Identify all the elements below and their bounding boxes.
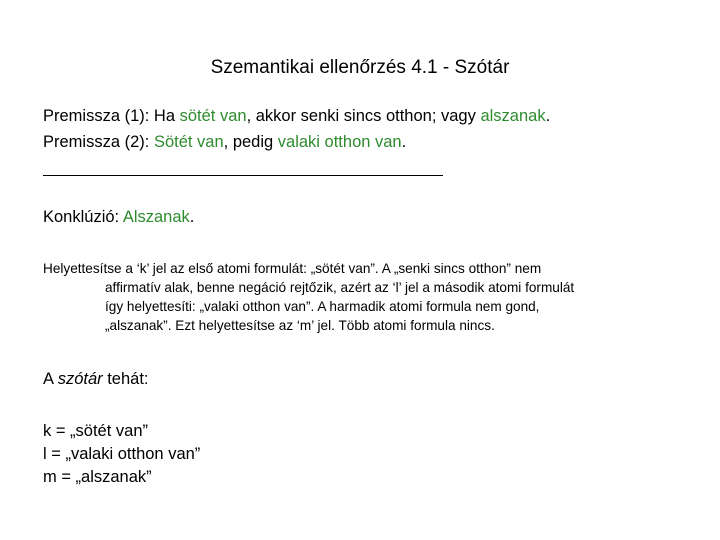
dictionary-entry-k: k = „sötét van” [43,422,149,440]
conclusion [43,206,194,228]
premise-1-highlight-2: alszanak [480,107,546,125]
explanation-paragraph [43,259,663,335]
dictionary-entry-m: m = „alszanak” [43,468,152,486]
dictionary-heading-italic: szótár [57,370,103,388]
explanation-line: Helyettesítse a ‘k’ jel az első atomi formulát: „sötét van”. A „senki sincs otthon” nem [43,261,542,276]
premise-1-suffix: . [545,107,551,125]
conclusion-prefix: Konklúzió: [43,208,123,226]
premise-2-suffix: . [401,133,407,151]
dictionary-entry-l: l = „valaki otthon van” [43,445,201,463]
slide-title: Szemantikai ellenőrzés 4.1 - Szótár [210,57,510,78]
premise-2-highlight-1: Sötét van [153,133,224,151]
premise-1-prefix: Premissza (1): Ha [43,107,180,125]
conclusion-divider [43,175,443,176]
explanation-line: affirmatív alak, benne negáció rejtőzik, azért az ‘l’ jel a második atomi formulát [105,280,575,295]
explanation-line: így helyettesíti: „valaki otthon van”. A harmadik atomi formula nem gond, [105,299,540,314]
premise-2-middle: , pedig [223,133,278,151]
dictionary-heading-prefix: A [43,370,58,388]
explanation-line: „alszanak”. Ezt helyettesítse az ‘m’ jel. Több atomi formula nincs. [105,318,495,333]
dictionary-heading [43,368,149,390]
premise-2-highlight-2: valaki otthon van [277,133,402,151]
premise-1-highlight-1: sötét van [179,107,247,125]
dictionary-list [43,420,200,489]
dictionary-heading-suffix: tehát: [102,370,149,388]
conclusion-highlight: Alszanak [122,208,190,226]
premise-1-middle: , akkor senki sincs otthon; vagy [246,107,481,125]
conclusion-suffix: . [189,208,195,226]
premise-2-prefix: Premissza (2): [43,133,154,151]
premise-2 [43,131,406,153]
premise-1 [43,105,550,127]
